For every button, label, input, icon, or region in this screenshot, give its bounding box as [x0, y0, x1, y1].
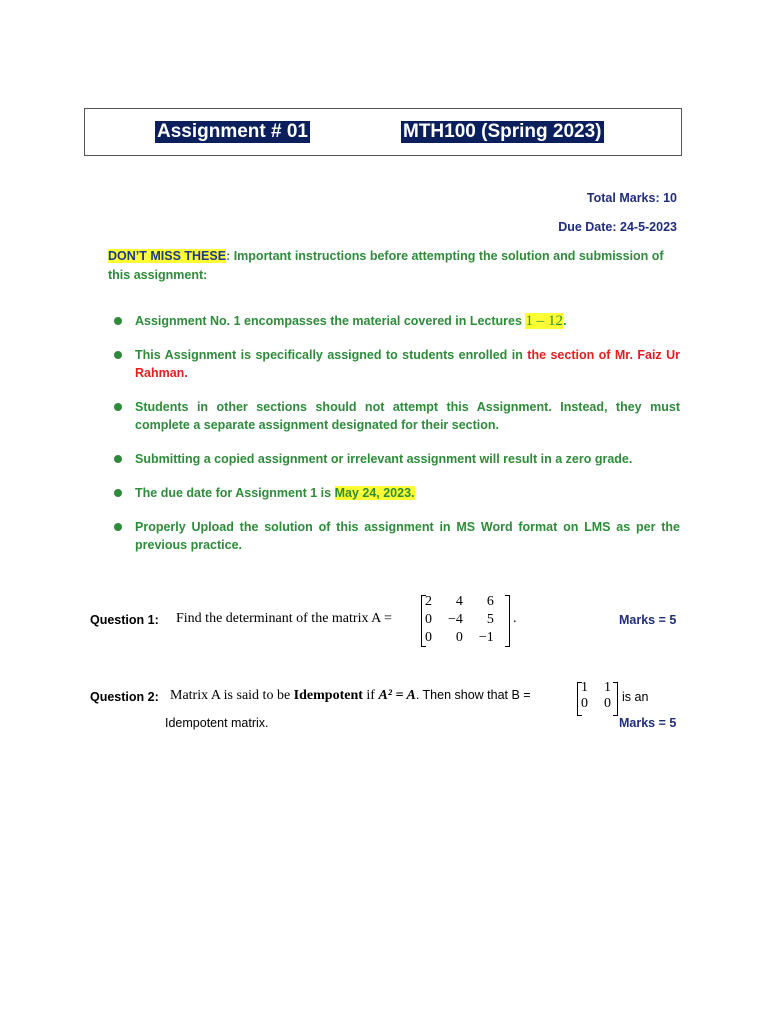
question-2-text [170, 688, 531, 704]
bullet-icon [114, 523, 122, 531]
question-2-label: Question 2: [90, 690, 159, 704]
question-2-text-e: Idempotent matrix. [165, 716, 269, 730]
bullet-3-text: Students in other sections should not attempt this Assignment. Instead, they must complete a separate assignment designated for their section. [135, 400, 680, 432]
matrix-a-cell: −1 [478, 630, 494, 645]
matrix-a-cell: 0 [455, 630, 463, 645]
due-date: Due Date: 24-5-2023 [558, 220, 677, 234]
bullet-1-end: . [562, 314, 567, 328]
bullet-4-text: Submitting a copied assignment or irrelevant assignment will result in a zero grade. [135, 452, 633, 466]
bullet-6-text: Properly Upload the solution of this assignment in MS Word format on LMS as per the previous practice. [135, 520, 680, 552]
matrix-a-cell: 0 [425, 630, 432, 645]
bullet-icon [114, 455, 122, 463]
list-item [114, 518, 680, 554]
course-title: MTH100 (Spring 2023) [403, 121, 602, 142]
intro-text: : Important instructions before attempting the solution and submission of this assignment: [108, 249, 664, 282]
question-2-text-b: if [366, 688, 375, 703]
bullet-2-text: This Assignment is specifically assigned to students enrolled in [135, 348, 523, 362]
matrix-a-cell: 2 [425, 594, 432, 609]
question-2-marks: Marks = 5 [619, 716, 677, 730]
matrix-a [421, 593, 498, 647]
matrix-b-cell: 1 [581, 680, 588, 695]
bullet-icon [114, 351, 122, 359]
question-1-text: Find the determinant of the matrix A = [176, 611, 392, 626]
matrix-b [577, 680, 615, 712]
idempotent-equation: A² = A [378, 688, 416, 703]
bullet-1-text: Assignment No. 1 encompasses the material covered in Lectures [135, 314, 522, 328]
list-item [114, 346, 680, 382]
due-date-highlight: May 24, 2023. [334, 486, 415, 500]
matrix-b-cell: 1 [604, 680, 611, 695]
bullet-icon [114, 403, 122, 411]
list-item [114, 312, 680, 330]
dont-miss-highlight: DON’T MISS THESE [108, 249, 227, 263]
matrix-a-cell: 6 [486, 594, 494, 609]
matrix-a-cell: 5 [486, 612, 494, 627]
question-2-text-d: is an [622, 690, 649, 704]
instructions-list [114, 312, 680, 570]
question-1-marks: Marks = 5 [619, 613, 677, 627]
list-item [114, 484, 680, 502]
matrix-a-cell: 4 [455, 594, 463, 609]
matrix-a-right-bracket [505, 595, 510, 647]
lecture-range: 1 – 12 [525, 313, 563, 329]
bullet-icon [114, 317, 122, 325]
idempotent-term: Idempotent [293, 688, 363, 703]
bullet-5-text: The due date for Assignment 1 is [135, 486, 332, 500]
question-1 [90, 593, 680, 649]
question-2-text-a: Matrix A is said to be [170, 688, 291, 703]
list-item [114, 398, 680, 434]
question-1-label: Question 1: [90, 613, 159, 627]
total-marks: Total Marks: 10 [586, 191, 677, 205]
section-name: the section of Mr. Faiz Ur Rahman. [135, 348, 681, 380]
matrix-b-right-bracket [613, 682, 618, 716]
matrix-b-cell: 0 [604, 696, 611, 711]
instructions-intro [108, 247, 678, 285]
question-1-period: . [513, 611, 517, 626]
bullet-icon [114, 489, 122, 497]
matrix-b-cell: 0 [581, 696, 588, 711]
assignment-title: Assignment # 01 [157, 121, 308, 142]
title-box [84, 108, 682, 156]
question-2 [90, 680, 680, 740]
matrix-a-cell: −4 [448, 612, 463, 627]
list-item [114, 450, 680, 468]
question-2-text-c: . Then show that B = [415, 688, 531, 702]
matrix-a-cell: 0 [425, 612, 432, 627]
